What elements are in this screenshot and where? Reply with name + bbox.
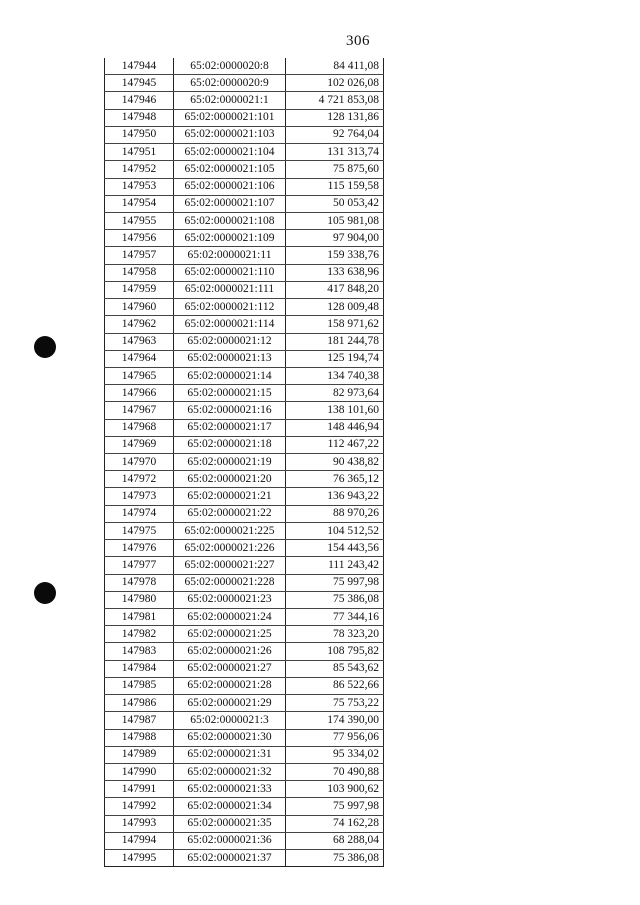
cadastral-value-cell: 84 411,08 [286,58,384,75]
cadastral-number-cell: 65:02:0000021:225 [174,522,286,539]
row-id-cell: 147946 [105,92,174,109]
row-id-cell: 147963 [105,333,174,350]
cadastral-value-cell: 75 753,22 [286,695,384,712]
cadastral-value-cell: 131 313,74 [286,144,384,161]
table-row [105,264,384,281]
table-row [105,178,384,195]
row-id-cell: 147987 [105,712,174,729]
cadastral-value-cell: 181 244,78 [286,333,384,350]
row-id-cell: 147954 [105,195,174,212]
cadastral-value-cell: 92 764,04 [286,126,384,143]
cadastral-value-cell: 90 438,82 [286,454,384,471]
row-id-cell: 147974 [105,505,174,522]
table-row [105,643,384,660]
row-id-cell: 147989 [105,746,174,763]
row-id-cell: 147990 [105,763,174,780]
cadastral-number-cell: 65:02:0000021:34 [174,798,286,815]
table-row [105,436,384,453]
cadastral-value-cell: 148 446,94 [286,419,384,436]
cadastral-number-cell: 65:02:0000021:12 [174,333,286,350]
cadastral-number-cell: 65:02:0000021:11 [174,247,286,264]
row-id-cell: 147976 [105,540,174,557]
table-row [105,591,384,608]
row-id-cell: 147975 [105,522,174,539]
cadastral-number-cell: 65:02:0000021:13 [174,350,286,367]
punch-hole [34,336,56,358]
table-row [105,781,384,798]
cadastral-number-cell: 65:02:0000021:18 [174,436,286,453]
table-row [105,212,384,229]
cadastral-number-cell: 65:02:0000021:112 [174,299,286,316]
cadastral-value-cell: 138 101,60 [286,402,384,419]
row-id-cell: 147973 [105,488,174,505]
row-id-cell: 147952 [105,161,174,178]
cadastral-number-cell: 65:02:0000021:19 [174,454,286,471]
table-row [105,367,384,384]
cadastral-number-cell: 65:02:0000021:31 [174,746,286,763]
cadastral-value-cell: 70 490,88 [286,763,384,780]
row-id-cell: 147977 [105,557,174,574]
table-row [105,609,384,626]
cadastral-number-cell: 65:02:0000021:17 [174,419,286,436]
table-row [105,75,384,92]
cadastral-number-cell: 65:02:0000021:101 [174,109,286,126]
table-row [105,540,384,557]
row-id-cell: 147982 [105,626,174,643]
row-id-cell: 147994 [105,832,174,849]
cadastral-value-cell: 125 194,74 [286,350,384,367]
table-row [105,522,384,539]
cadastral-number-cell: 65:02:0000021:20 [174,471,286,488]
table-row [105,299,384,316]
table-row [105,660,384,677]
row-id-cell: 147957 [105,247,174,264]
row-id-cell: 147978 [105,574,174,591]
table-row [105,161,384,178]
cadastral-value-cell: 82 973,64 [286,385,384,402]
cadastral-number-cell: 65:02:0000021:27 [174,660,286,677]
row-id-cell: 147969 [105,436,174,453]
cadastral-value-cell: 111 243,42 [286,557,384,574]
cadastral-value-cell: 75 386,08 [286,850,384,867]
row-id-cell: 147993 [105,815,174,832]
table-row [105,729,384,746]
cadastral-value-cell: 76 365,12 [286,471,384,488]
cadastral-number-cell: 65:02:0000021:15 [174,385,286,402]
cadastral-number-cell: 65:02:0000021:36 [174,832,286,849]
row-id-cell: 147965 [105,367,174,384]
table-row [105,316,384,333]
row-id-cell: 147972 [105,471,174,488]
cadastral-number-cell: 65:02:0000021:14 [174,367,286,384]
cadastral-value-cell: 105 981,08 [286,212,384,229]
cadastral-number-cell: 65:02:0000021:108 [174,212,286,229]
cadastral-number-cell: 65:02:0000021:105 [174,161,286,178]
table-row [105,109,384,126]
table-row [105,58,384,75]
table-row [105,333,384,350]
cadastral-value-cell: 174 390,00 [286,712,384,729]
row-id-cell: 147983 [105,643,174,660]
row-id-cell: 147967 [105,402,174,419]
table-row [105,626,384,643]
row-id-cell: 147958 [105,264,174,281]
cadastral-number-cell: 65:02:0000021:32 [174,763,286,780]
table-row [105,230,384,247]
cadastral-number-cell: 65:02:0000021:226 [174,540,286,557]
punch-hole [34,582,56,604]
cadastral-value-cell: 85 543,62 [286,660,384,677]
table-row [105,419,384,436]
table-row [105,92,384,109]
table-row [105,281,384,298]
cadastral-value-cell: 128 131,86 [286,109,384,126]
cadastral-value-cell: 75 875,60 [286,161,384,178]
cadastral-number-cell: 65:02:0000021:228 [174,574,286,591]
cadastral-value-cell: 104 512,52 [286,522,384,539]
cadastral-number-cell: 65:02:0000021:30 [174,729,286,746]
cadastral-value-cell: 74 162,28 [286,815,384,832]
cadastral-value-cell: 68 288,04 [286,832,384,849]
cadastral-value-cell: 95 334,02 [286,746,384,763]
cadastral-number-cell: 65:02:0000021:35 [174,815,286,832]
table-row [105,471,384,488]
cadastral-value-cell: 108 795,82 [286,643,384,660]
cadastral-value-cell: 112 467,22 [286,436,384,453]
table-row [105,505,384,522]
cadastral-number-cell: 65:02:0000020:8 [174,58,286,75]
row-id-cell: 147944 [105,58,174,75]
row-id-cell: 147980 [105,591,174,608]
cadastral-value-cell: 50 053,42 [286,195,384,212]
table-row [105,746,384,763]
cadastral-number-cell: 65:02:0000021:1 [174,92,286,109]
row-id-cell: 147951 [105,144,174,161]
cadastral-value-cell: 134 740,38 [286,367,384,384]
row-id-cell: 147962 [105,316,174,333]
row-id-cell: 147966 [105,385,174,402]
table-row [105,712,384,729]
cadastral-number-cell: 65:02:0000021:16 [174,402,286,419]
cadastral-value-cell: 136 943,22 [286,488,384,505]
table-body [105,58,384,867]
row-id-cell: 147992 [105,798,174,815]
table-row [105,677,384,694]
cadastral-value-cell: 75 997,98 [286,574,384,591]
table-row [105,454,384,471]
row-id-cell: 147953 [105,178,174,195]
row-id-cell: 147991 [105,781,174,798]
cadastral-value-cell: 154 443,56 [286,540,384,557]
cadastral-number-cell: 65:02:0000021:107 [174,195,286,212]
row-id-cell: 147948 [105,109,174,126]
cadastral-number-cell: 65:02:0000021:110 [174,264,286,281]
table-row [105,126,384,143]
cadastral-value-cell: 75 997,98 [286,798,384,815]
cadastral-number-cell: 65:02:0000021:103 [174,126,286,143]
table-row [105,385,384,402]
page-number: 306 [346,33,370,49]
cadastral-value-cell: 86 522,66 [286,677,384,694]
cadastral-number-cell: 65:02:0000021:111 [174,281,286,298]
cadastral-number-cell: 65:02:0000021:22 [174,505,286,522]
cadastral-number-cell: 65:02:0000021:37 [174,850,286,867]
cadastral-value-cell: 158 971,62 [286,316,384,333]
row-id-cell: 147964 [105,350,174,367]
cadastral-value-cell: 103 900,62 [286,781,384,798]
cadastral-number-cell: 65:02:0000021:23 [174,591,286,608]
table-row [105,850,384,867]
row-id-cell: 147956 [105,230,174,247]
cadastral-number-cell: 65:02:0000021:109 [174,230,286,247]
cadastral-value-cell: 77 956,06 [286,729,384,746]
table-row [105,557,384,574]
cadastral-value-cell: 133 638,96 [286,264,384,281]
cadastral-number-cell: 65:02:0000021:25 [174,626,286,643]
cadastral-number-cell: 65:02:0000021:114 [174,316,286,333]
cadastral-number-cell: 65:02:0000021:3 [174,712,286,729]
row-id-cell: 147984 [105,660,174,677]
table-row [105,144,384,161]
row-id-cell: 147970 [105,454,174,471]
table-row [105,832,384,849]
cadastral-value-cell: 417 848,20 [286,281,384,298]
cadastral-value-cell: 159 338,76 [286,247,384,264]
row-id-cell: 147985 [105,677,174,694]
cadastral-number-cell: 65:02:0000021:106 [174,178,286,195]
cadastral-value-cell: 88 970,26 [286,505,384,522]
table-row [105,488,384,505]
cadastral-value-cell: 128 009,48 [286,299,384,316]
cadastral-value-table [104,58,384,867]
cadastral-value-cell: 77 344,16 [286,609,384,626]
cadastral-number-cell: 65:02:0000021:29 [174,695,286,712]
table-row [105,247,384,264]
cadastral-number-cell: 65:02:0000021:227 [174,557,286,574]
table-row [105,195,384,212]
row-id-cell: 147955 [105,212,174,229]
row-id-cell: 147968 [105,419,174,436]
cadastral-value-cell: 4 721 853,08 [286,92,384,109]
table-row [105,815,384,832]
row-id-cell: 147959 [105,281,174,298]
row-id-cell: 147981 [105,609,174,626]
cadastral-value-cell: 97 904,00 [286,230,384,247]
row-id-cell: 147960 [105,299,174,316]
table-row [105,350,384,367]
cadastral-number-cell: 65:02:0000021:104 [174,144,286,161]
table-row [105,574,384,591]
row-id-cell: 147945 [105,75,174,92]
cadastral-number-cell: 65:02:0000021:24 [174,609,286,626]
cadastral-number-cell: 65:02:0000020:9 [174,75,286,92]
cadastral-value-cell: 75 386,08 [286,591,384,608]
cadastral-number-cell: 65:02:0000021:33 [174,781,286,798]
row-id-cell: 147988 [105,729,174,746]
cadastral-value-cell: 115 159,58 [286,178,384,195]
row-id-cell: 147995 [105,850,174,867]
cadastral-value-cell: 78 323,20 [286,626,384,643]
cadastral-number-cell: 65:02:0000021:26 [174,643,286,660]
table-row [105,695,384,712]
cadastral-number-cell: 65:02:0000021:28 [174,677,286,694]
row-id-cell: 147950 [105,126,174,143]
table-row [105,763,384,780]
cadastral-number-cell: 65:02:0000021:21 [174,488,286,505]
table-row [105,402,384,419]
row-id-cell: 147986 [105,695,174,712]
cadastral-value-cell: 102 026,08 [286,75,384,92]
table-row [105,798,384,815]
